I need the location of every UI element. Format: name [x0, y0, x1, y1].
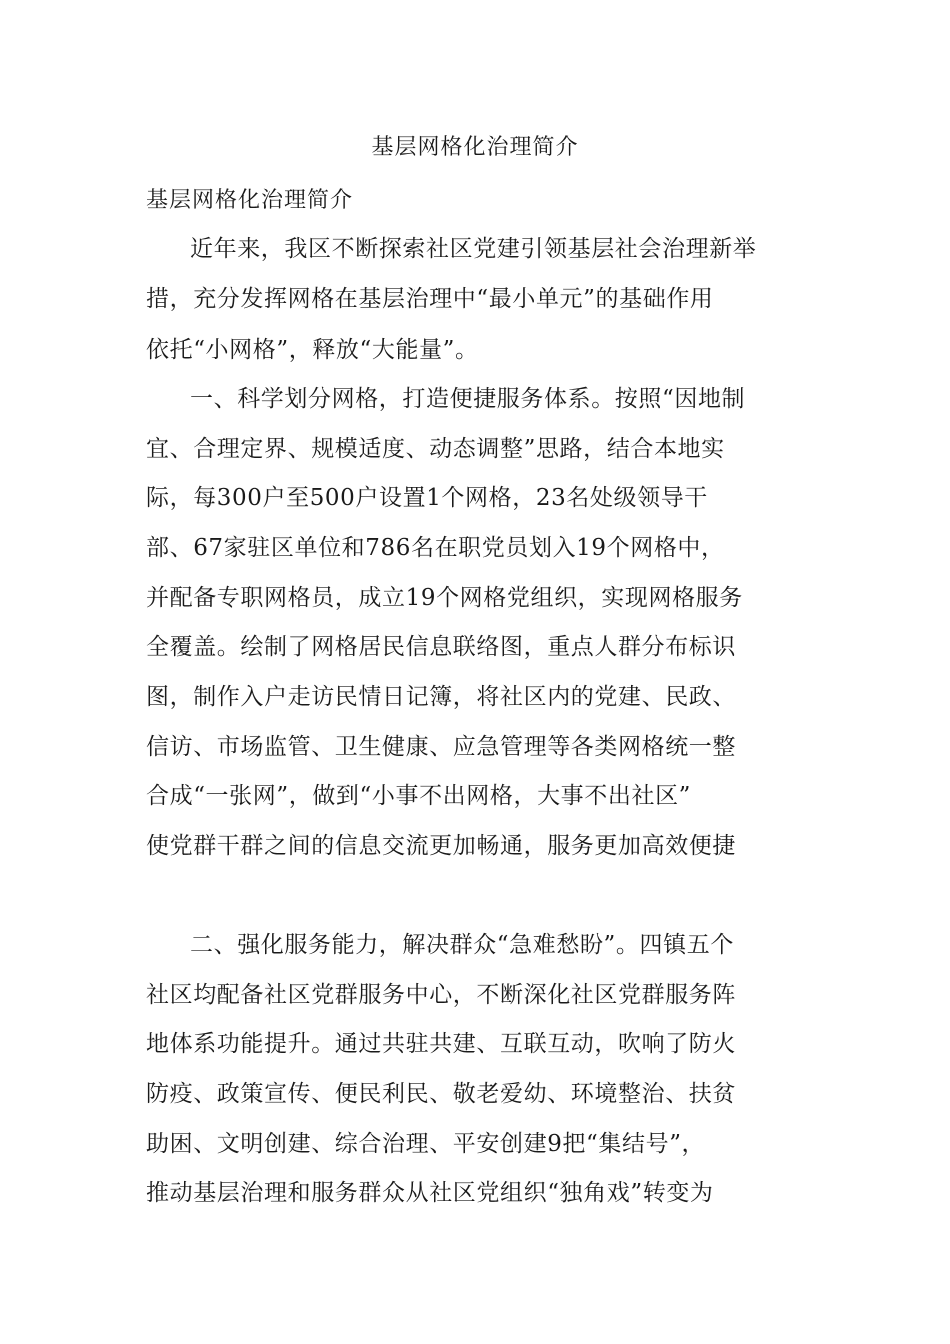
document-subtitle: 基层网格化治理简介 — [146, 188, 354, 213]
paragraph-line: 依托“小网格”，释放“大能量”。 — [146, 337, 479, 363]
paragraph-line: 信访、市场监管、卫生健康、应急管理等各类网格统一整 — [146, 734, 736, 760]
paragraph-line: 合成“一张网”，做到“小事不出网格，大事不出社区” — [146, 783, 692, 809]
paragraph-line: 际，每300户至500户设置1个网格，23名处级领导干 — [146, 485, 708, 511]
paragraph-line: 推动基层治理和服务群众从社区党组织“独角戏”转变为 — [146, 1180, 714, 1206]
paragraph-line: 防疫、政策宣传、便民利民、敬老爱幼、环境整治、扶贫 — [146, 1081, 736, 1107]
paragraph-line: 部、67家驻区单位和786名在职党员划入19个网格中， — [146, 535, 725, 561]
paragraph-line: 使党群干群之间的信息交流更加畅通，服务更加高效便捷 — [146, 833, 736, 859]
paragraph-line: 措，充分发挥网格在基层治理中“最小单元”的基础作用 — [146, 286, 714, 312]
paragraph-line: 近年来，我区不断探索社区党建引领基层社会治理新举 — [190, 236, 757, 262]
paragraph-line: 并配备专职网格员，成立19个网格党组织，实现网格服务 — [146, 585, 743, 611]
paragraph-line: 宜、合理定界、规模适度、动态调整”思路，结合本地实 — [146, 436, 725, 462]
paragraph-line: 助困、文明创建、综合治理、平安创建9把“集结号”， — [146, 1131, 706, 1157]
document-title: 基层网格化治理简介 — [371, 135, 579, 160]
paragraph-line: 全覆盖。绘制了网格居民信息联络图，重点人群分布标识 — [146, 634, 736, 660]
paragraph-line: 社区均配备社区党群服务中心，不断深化社区党群服务阵 — [146, 982, 736, 1008]
paragraph-line: 图，制作入户走访民情日记簿，将社区内的党建、民政、 — [146, 684, 736, 710]
paragraph-line: 地体系功能提升。通过共驻共建、互联互动，吹响了防火 — [146, 1031, 736, 1057]
paragraph-line: 二、强化服务能力，解决群众“急难愁盼”。四镇五个 — [190, 932, 734, 958]
paragraph-line: 一、科学划分网格，打造便捷服务体系。按照“因地制 — [190, 386, 746, 412]
